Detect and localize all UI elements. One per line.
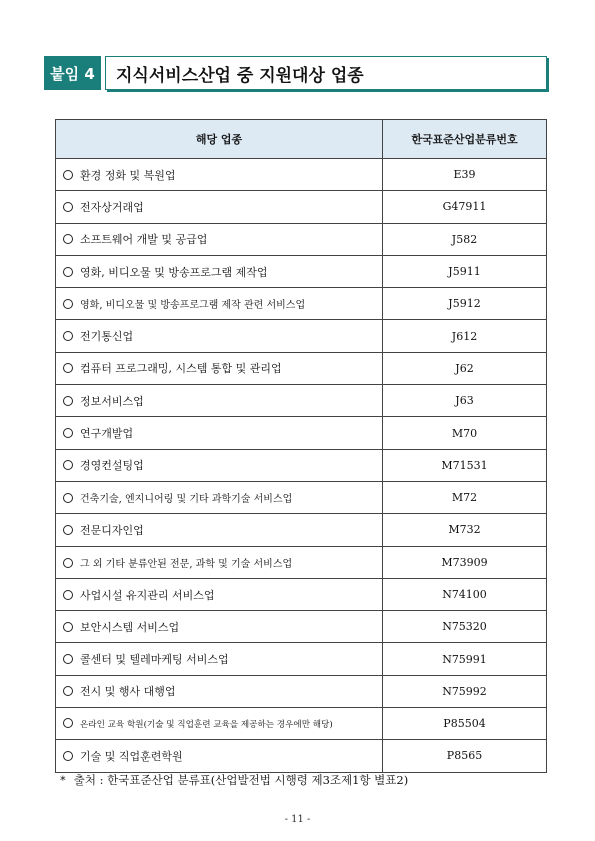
circle-bullet-icon: [63, 202, 73, 212]
header: [44, 56, 547, 90]
page-title: 지식서비스산업 중 지원대상 업종: [116, 65, 364, 86]
industry-cell: [56, 643, 383, 675]
industry-cell: [56, 611, 383, 643]
circle-bullet-icon: [63, 622, 73, 632]
table-row: [56, 191, 547, 223]
table-row: [56, 643, 547, 675]
industry-name: 전기통신업: [80, 330, 134, 344]
table-row: [56, 740, 547, 772]
code-cell: M70: [383, 417, 547, 449]
industry-cell: [56, 352, 383, 384]
industry-table: [55, 119, 547, 773]
circle-bullet-icon: [63, 267, 73, 277]
circle-bullet-icon: [63, 428, 73, 438]
table-row: [56, 675, 547, 707]
industry-name: 경영컨설팅업: [80, 459, 144, 473]
code-cell: M732: [383, 514, 547, 546]
industry-name: 그 외 기타 분류안된 전문, 과학 및 기술 서비스업: [80, 558, 293, 570]
industry-name: 소프트웨어 개발 및 공급업: [80, 233, 208, 247]
code-cell: J5912: [383, 288, 547, 320]
table-row: [56, 708, 547, 740]
industry-name: 보안시스템 서비스업: [80, 620, 180, 634]
industry-name: 전문디자인업: [80, 523, 144, 537]
industry-name: 사업시설 유지관리 서비스업: [80, 588, 215, 602]
table-header-row: [56, 120, 547, 159]
circle-bullet-icon: [63, 234, 73, 244]
industry-name: 기술 및 직업훈련학원: [80, 749, 183, 763]
circle-bullet-icon: [63, 493, 73, 503]
circle-bullet-icon: [63, 460, 73, 470]
circle-bullet-icon: [63, 363, 73, 373]
table-row: [56, 611, 547, 643]
industry-cell: [56, 417, 383, 449]
industry-cell: [56, 481, 383, 513]
circle-bullet-icon: [63, 299, 73, 309]
industry-name: 영화, 비디오물 및 방송프로그램 제작 관련 서비스업: [80, 300, 306, 312]
table-row: [56, 159, 547, 191]
table-row: [56, 514, 547, 546]
table-row: [56, 449, 547, 481]
code-cell: J63: [383, 385, 547, 417]
circle-bullet-icon: [63, 525, 73, 535]
circle-bullet-icon: [63, 590, 73, 600]
industry-cell: [56, 578, 383, 610]
industry-cell: [56, 740, 383, 772]
industry-cell: [56, 708, 383, 740]
column-header-code: 한국표준산업분류번호: [383, 120, 547, 159]
code-cell: M71531: [383, 449, 547, 481]
industry-cell: [56, 546, 383, 578]
code-cell: M73909: [383, 546, 547, 578]
page-number: - 11 -: [284, 814, 311, 825]
industry-name: 온라인 교육 학원(기술 및 직업훈련 교육을 제공하는 경우에만 해당): [80, 720, 333, 731]
table-row: [56, 288, 547, 320]
column-header-industry: 해당 업종: [56, 120, 383, 159]
industry-name: 전자상거래업: [80, 200, 144, 214]
industry-cell: [56, 255, 383, 287]
table-row: [56, 481, 547, 513]
title-box: [105, 56, 547, 90]
industry-cell: [56, 514, 383, 546]
circle-bullet-icon: [63, 751, 73, 761]
table-row: [56, 320, 547, 352]
industry-name: 전시 및 행사 대행업: [80, 685, 176, 699]
note-mark: *: [60, 773, 66, 787]
industry-name: 컴퓨터 프로그래밍, 시스템 통합 및 관리업: [80, 362, 282, 376]
industry-cell: [56, 159, 383, 191]
table-row: [56, 578, 547, 610]
code-cell: N75320: [383, 611, 547, 643]
circle-bullet-icon: [63, 331, 73, 341]
circle-bullet-icon: [63, 654, 73, 664]
code-cell: J612: [383, 320, 547, 352]
industry-cell: [56, 191, 383, 223]
code-cell: P8565: [383, 740, 547, 772]
industry-cell: [56, 449, 383, 481]
industry-name: 콜센터 및 텔레마케팅 서비스업: [80, 653, 229, 667]
table-row: [56, 352, 547, 384]
table-row: [56, 385, 547, 417]
circle-bullet-icon: [63, 558, 73, 568]
appendix-tag: 붙임 4: [44, 56, 101, 90]
table-row: [56, 223, 547, 255]
code-cell: M72: [383, 481, 547, 513]
industry-cell: [56, 675, 383, 707]
source-note: [60, 772, 408, 788]
table-row: [56, 546, 547, 578]
circle-bullet-icon: [63, 170, 73, 180]
industry-name: 연구개발업: [80, 427, 134, 441]
table-row: [56, 417, 547, 449]
code-cell: J5911: [383, 255, 547, 287]
industry-cell: [56, 223, 383, 255]
industry-name: 영화, 비디오물 및 방송프로그램 제작업: [80, 265, 268, 279]
industry-name: 건축기술, 엔지니어링 및 기타 과학기술 서비스업: [80, 494, 293, 506]
code-cell: J582: [383, 223, 547, 255]
industry-cell: [56, 385, 383, 417]
code-cell: G47911: [383, 191, 547, 223]
code-cell: N75991: [383, 643, 547, 675]
industry-cell: [56, 320, 383, 352]
circle-bullet-icon: [63, 396, 73, 406]
industry-cell: [56, 288, 383, 320]
circle-bullet-icon: [63, 686, 73, 696]
code-cell: E39: [383, 159, 547, 191]
industry-name: 정보서비스업: [80, 394, 144, 408]
circle-bullet-icon: [63, 718, 73, 728]
note-text: 출처 : 한국표준산업 분류표(산업발전법 시행령 제3조제1항 별표2): [73, 773, 409, 787]
code-cell: N74100: [383, 578, 547, 610]
code-cell: N75992: [383, 675, 547, 707]
industry-name: 환경 정화 및 복원업: [80, 168, 176, 182]
table-row: [56, 255, 547, 287]
code-cell: J62: [383, 352, 547, 384]
code-cell: P85504: [383, 708, 547, 740]
